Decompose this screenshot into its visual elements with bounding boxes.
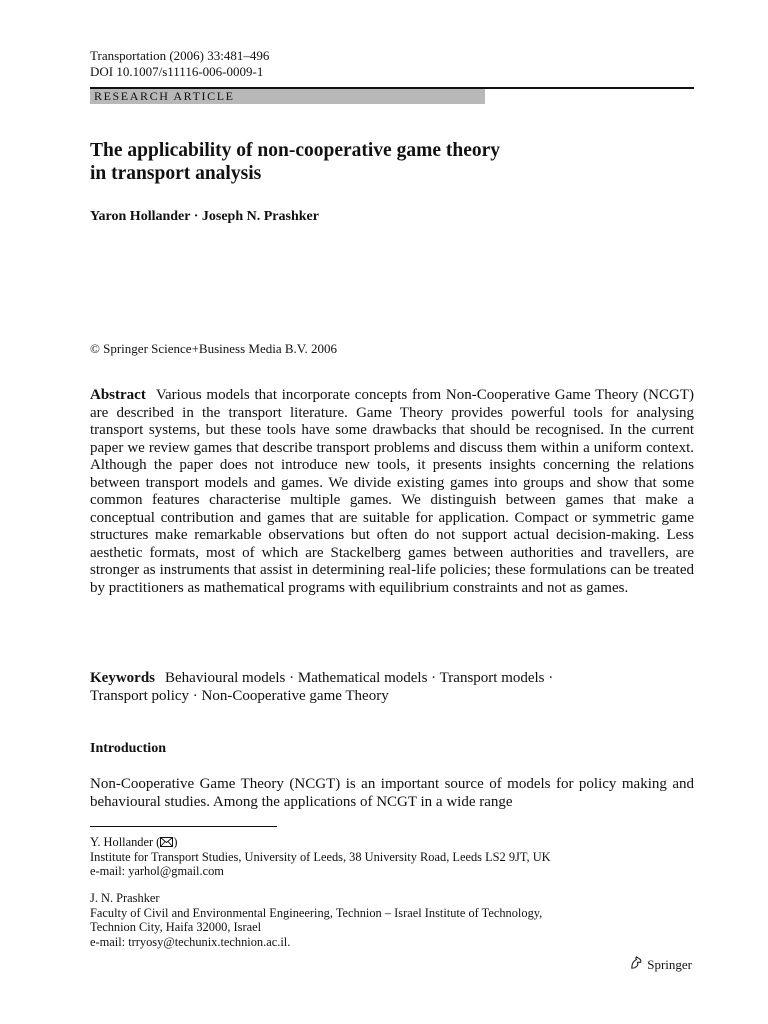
keywords-line-1: Behavioural models · Mathematical models · Transport models · bbox=[165, 670, 554, 686]
author2-name: J. N. Prashker bbox=[90, 891, 160, 905]
publisher-name: Springer bbox=[647, 956, 692, 972]
journal-header bbox=[90, 48, 269, 80]
author-list: Yaron Hollander · Joseph N. Prashker bbox=[90, 209, 319, 224]
author1-name: Y. Hollander ( bbox=[90, 835, 161, 849]
author2-email[interactable]: e-mail: trryosy@techunix.technion.ac.il. bbox=[90, 934, 291, 949]
abstract-label: Abstract bbox=[90, 387, 146, 403]
envelope-icon bbox=[160, 835, 173, 849]
author1-affiliation: Institute for Transport Studies, University of Leeds, 38 University Road, Leeds LS2 9JT, UK bbox=[90, 849, 551, 864]
journal-citation: Transportation (2006) 33:481–496 bbox=[90, 48, 270, 63]
footnote-author-1 bbox=[90, 835, 694, 879]
publisher-logo bbox=[629, 955, 692, 974]
introduction-heading: Introduction bbox=[90, 741, 166, 756]
doi[interactable]: DOI 10.1007/s11116-006-0009-1 bbox=[90, 64, 264, 79]
title-line-1: The applicability of non-cooperative game theory bbox=[90, 140, 501, 161]
springer-horse-icon bbox=[629, 955, 644, 974]
paper-title bbox=[90, 139, 694, 185]
article-type-banner: RESEARCH ARTICLE bbox=[90, 89, 485, 104]
abstract bbox=[90, 387, 694, 597]
author2-affiliation-1: Faculty of Civil and Environmental Engineering, Technion – Israel Institute of Technology, bbox=[90, 905, 543, 920]
author1-name-close: ) bbox=[173, 835, 178, 849]
copyright-notice: © Springer Science+Business Media B.V. 2006 bbox=[90, 341, 337, 356]
keywords-line-2: Transport policy · Non-Cooperative game Theory bbox=[90, 688, 389, 704]
keywords bbox=[90, 669, 694, 705]
author2-affiliation-2: Technion City, Haifa 32000, Israel bbox=[90, 920, 262, 934]
abstract-text: Various models that incorporate concepts from Non-Cooperative Game Theory (NCGT) are described in the transport literature. Game Theory provides powerful tools for analysing transport systems, but these tools have some drawbacks that should be recognised. In the current paper we review games that describe transport problems and discuss them within a uniform context. Although the paper does not introduce new tools, it presents insights concerning the relations between transport models and games. We divide existing games into groups and show that some common features characterise multiple games. We distinguish between games that make a conceptual contribution and games that are suitable for application. Compact or symmetric game structures make remarkable observations but often do not support actual decision-making. Less aesthetic formats, most of which are Stackelberg games between authorities and travellers, are stronger as instruments that assist in determining real-life policies; these formulations can be treated by practitioners as mathematical programs with equilibrium constraints and not as games. bbox=[90, 387, 694, 596]
author1-email[interactable]: e-mail: yarhol@gmail.com bbox=[90, 864, 224, 878]
introduction-text: Non-Cooperative Game Theory (NCGT) is an important source of models for policy making and behavioural studies. Among the applications of NCGT in a wide range bbox=[90, 776, 694, 810]
title-line-2: in transport analysis bbox=[90, 163, 262, 184]
keywords-label: Keywords bbox=[90, 670, 155, 686]
footnote-author-2 bbox=[90, 891, 694, 949]
footnote-rule bbox=[90, 826, 277, 827]
